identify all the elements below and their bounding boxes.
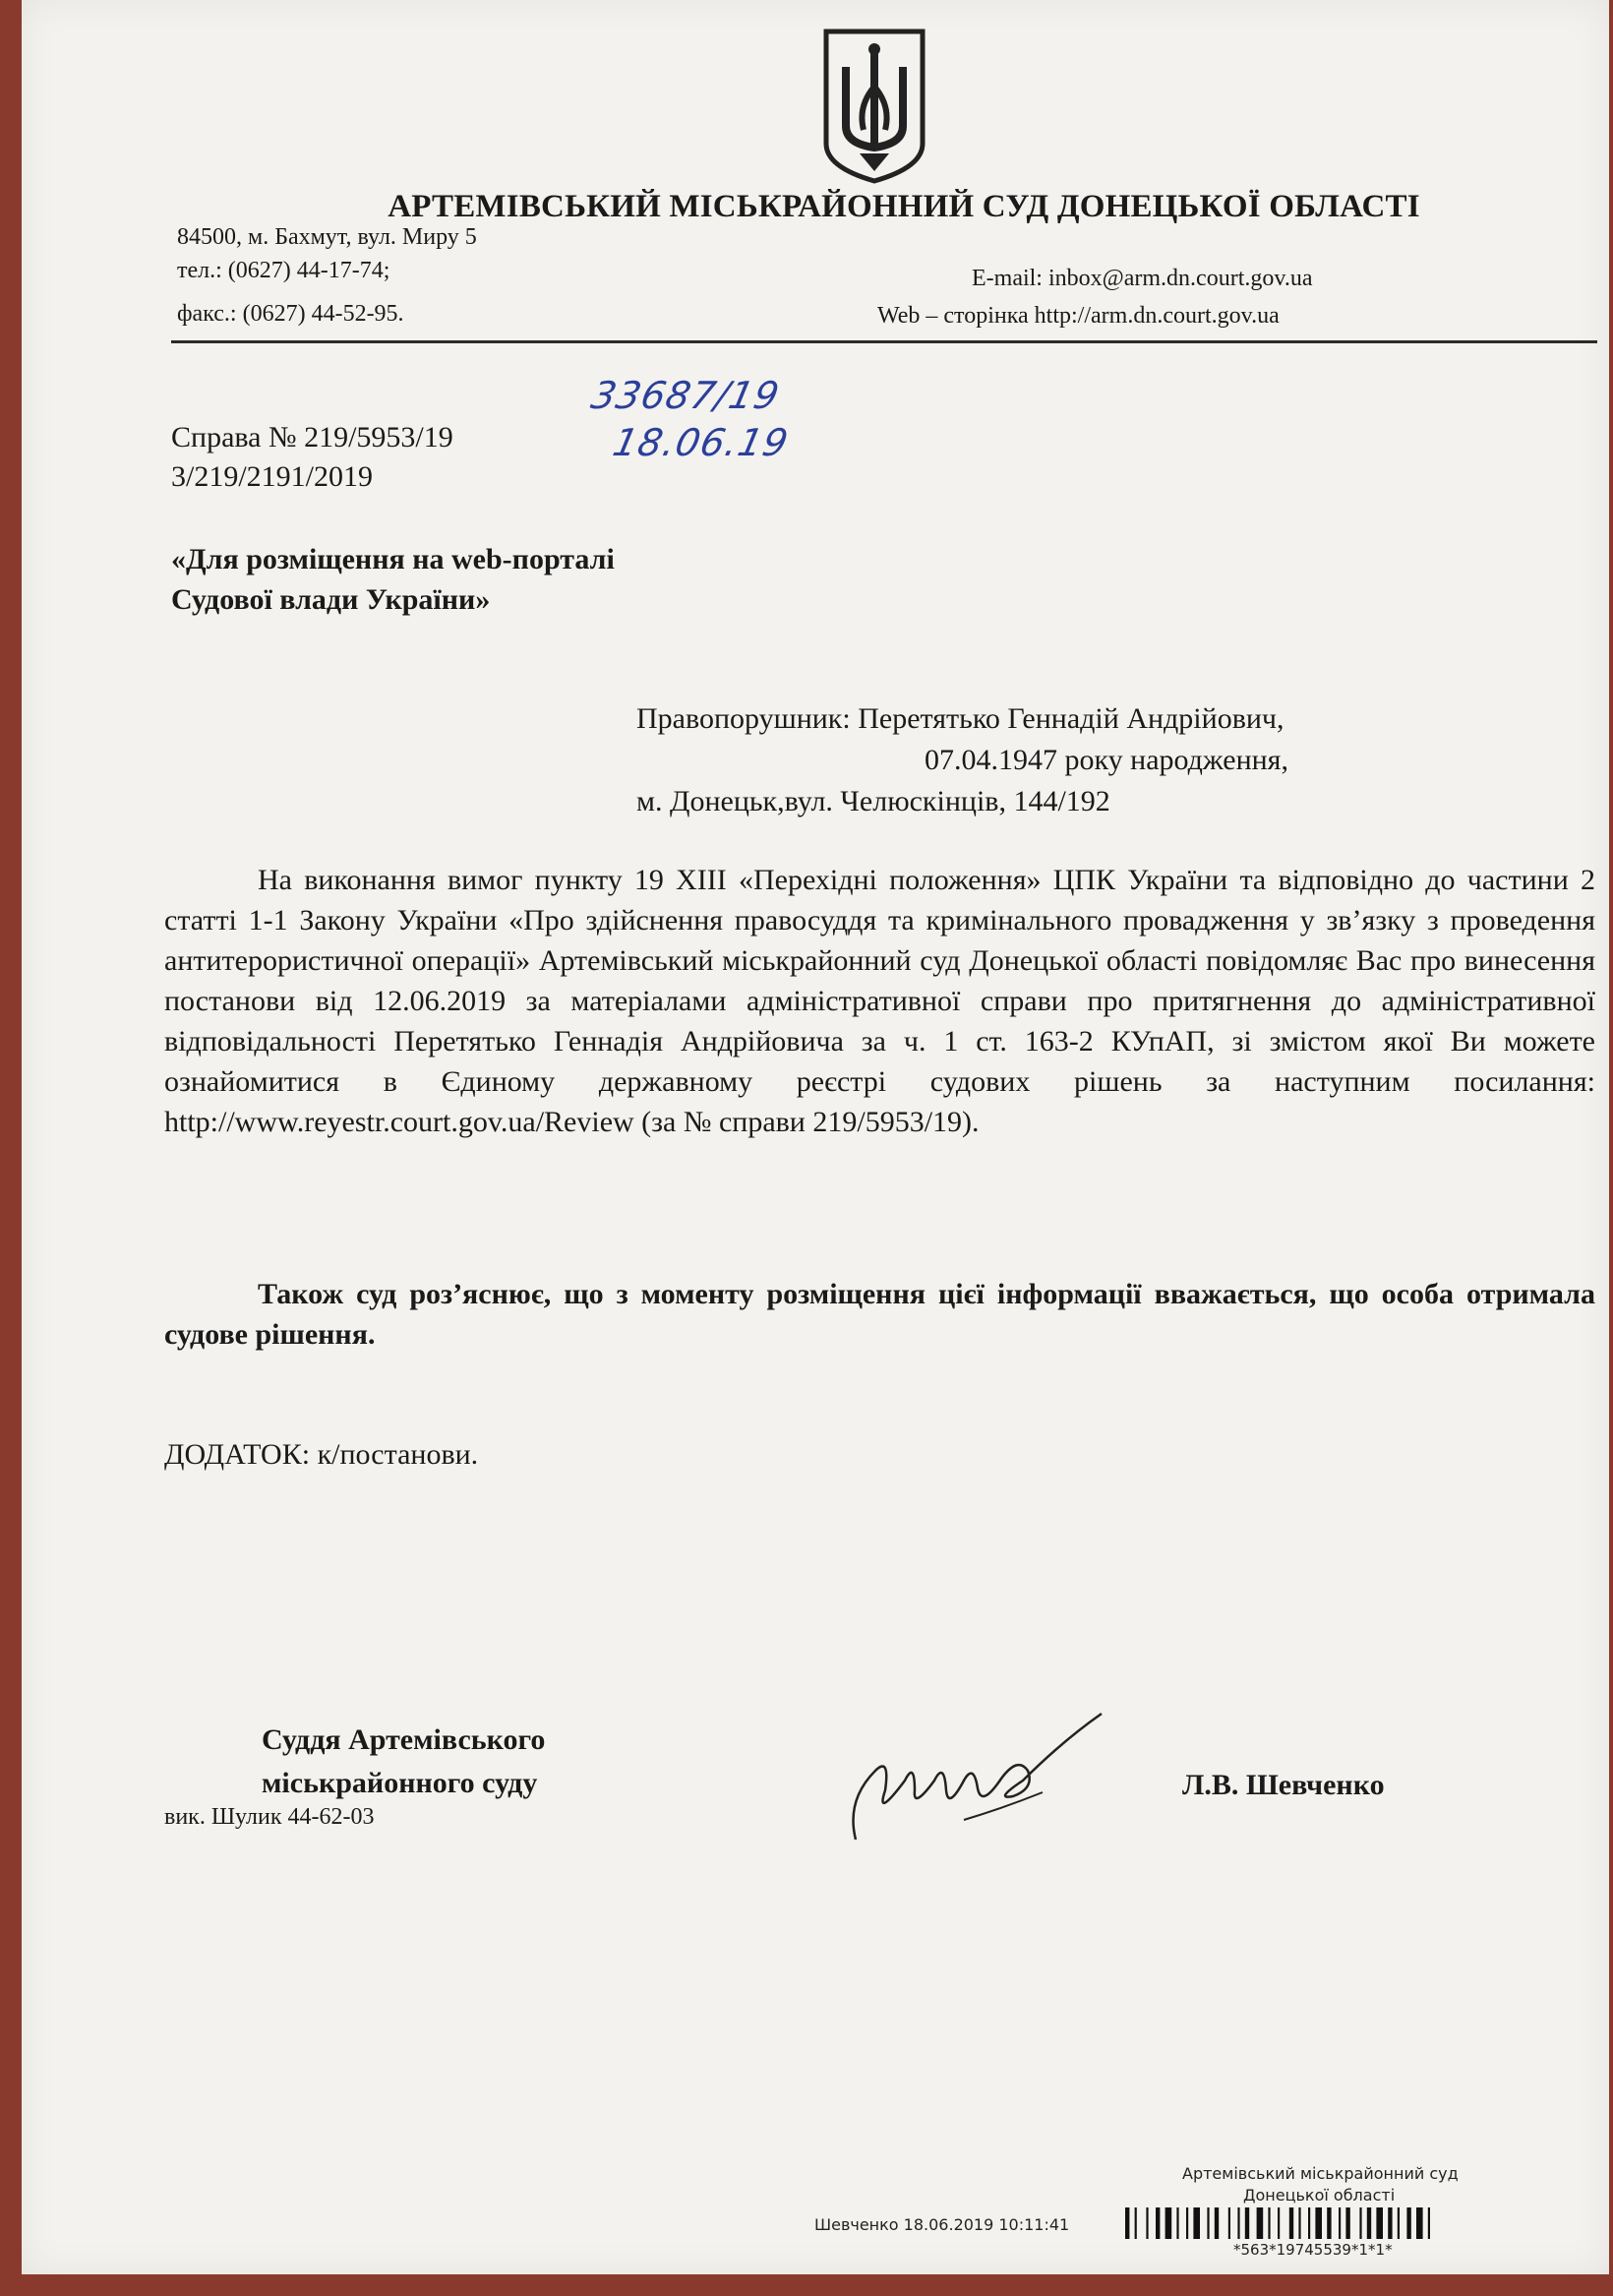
case-number: Справа № 219/5953/19: [171, 421, 453, 453]
stamp-org-line1: Артемівський міськрайонний суд: [1182, 2164, 1459, 2183]
court-website: Web – сторінка http://arm.dn.court.gov.ua: [877, 303, 1280, 329]
judge-title-line1: Суддя Артемівського: [262, 1723, 546, 1756]
barcode-bar: [1345, 2207, 1349, 2239]
barcode-bar: [1367, 2207, 1371, 2239]
case-sub-number: 3/219/2191/2019: [171, 460, 374, 493]
barcode-bar: [1289, 2207, 1293, 2239]
barcode-bar: [1165, 2207, 1172, 2239]
court-address: 84500, м. Бахмут, вул. Миру 5: [177, 224, 477, 250]
barcode-bar: [1207, 2207, 1209, 2239]
document-page: [22, 0, 1609, 2274]
barcode-bar: [1193, 2207, 1200, 2239]
executor-note: вик. Шулик 44-62-03: [164, 1804, 375, 1830]
judge-title-line2: міськрайонного суду: [262, 1767, 538, 1799]
barcode-bar: [1257, 2207, 1264, 2239]
barcode-bar: [1125, 2207, 1129, 2239]
barcode-bar: [1146, 2207, 1148, 2239]
barcode-bar: [1327, 2207, 1331, 2239]
barcode-bar: [1215, 2207, 1219, 2239]
handwritten-reg-number: 33687/19: [587, 374, 784, 417]
barcode-bar: [1298, 2207, 1300, 2239]
recipient-line2: 07.04.1947 року народження,: [925, 744, 1288, 776]
court-fax: факс.: (0627) 44-52-95.: [177, 301, 404, 327]
notice-title-line1: «Для розміщення на web-порталі: [171, 543, 615, 575]
barcode-bar: [1186, 2207, 1188, 2239]
court-email: E-mail: inbox@arm.dn.court.gov.ua: [972, 266, 1313, 291]
barcode-bar: [1339, 2207, 1341, 2239]
barcode-bar: [1416, 2207, 1423, 2239]
barcode-bar: [1428, 2207, 1430, 2239]
recipient-line1: Правопорушник: Перетятько Геннадій Андрійович,: [636, 702, 1284, 735]
barcode-bar: [1156, 2207, 1160, 2239]
barcode-bar: [1398, 2207, 1400, 2239]
registration-barcode: [1125, 2207, 1589, 2239]
barcode-bar: [1388, 2207, 1392, 2239]
court-phone: тел.: (0627) 44-17-74;: [177, 258, 390, 283]
barcode-bar: [1406, 2207, 1410, 2239]
court-name: АРТЕМІВСЬКИЙ МІСЬКРАЙОННИЙ СУД ДОНЕЦЬКОЇ ОБЛАСТІ: [388, 189, 1420, 224]
barcode-bar: [1268, 2207, 1270, 2239]
barcode-bar: [1237, 2207, 1239, 2239]
barcode-bar: [1376, 2207, 1383, 2239]
letterhead-divider: [171, 340, 1597, 343]
barcode-bar: [1228, 2207, 1230, 2239]
barcode-bar: [1245, 2207, 1249, 2239]
barcode-bar: [1176, 2207, 1178, 2239]
barcode-bar: [1315, 2207, 1322, 2239]
judge-signature-icon: [816, 1702, 1121, 1849]
judge-name: Л.В. Шевченко: [1182, 1769, 1385, 1801]
handwritten-date: 18.06.19: [609, 421, 793, 464]
stamp-org-line2: Донецької області: [1243, 2186, 1396, 2205]
stamp-user-timestamp: Шевченко 18.06.2019 10:11:41: [814, 2215, 1070, 2234]
notice-title-line2: Судової влади України»: [171, 583, 491, 616]
barcode-bar: [1278, 2207, 1280, 2239]
coat-of-arms-trident-icon: [816, 28, 932, 185]
body-paragraph-2: Також суд роз’яснює, що з моменту розміщення цієї інформації вважається, що особа отримала судове рішення.: [164, 1278, 1595, 1351]
attachment-note: ДОДАТОК: к/постанови.: [164, 1438, 479, 1471]
barcode-bar: [1308, 2207, 1310, 2239]
recipient-line3: м. Донецьк,вул. Челюскінців, 144/192: [636, 785, 1110, 817]
body-paragraph-1: На виконання вимог пункту 19 XIII «Перехідні положення» ЦПК України та відповідно до частини 2 статті 1-1 Закону України «Про здійснення правосуддя та кримінального провадження у зв’язку з проведення антитерористичної операції» Артемівський міськрайонний суд Донецької області повідомляє Вас про винесення постанови від 12.06.2019 за матеріалами адміністративної справи про притягнення до адміністративної відповідальності Перетятько Геннадія Андрійовича за ч. 1 ст. 163-2 КУпАП, зі змістом якої Ви можете ознайомитися в Єдиному державному реєстрі судових рішень за наступним посилання: http://www.reyestr.court.gov.ua/Review (за № справи 219/5953/19).: [164, 864, 1595, 1138]
barcode-bar: [1359, 2207, 1361, 2239]
barcode-bar: [1135, 2207, 1137, 2239]
barcode-text: *563*19745539*1*1*: [1233, 2241, 1393, 2259]
